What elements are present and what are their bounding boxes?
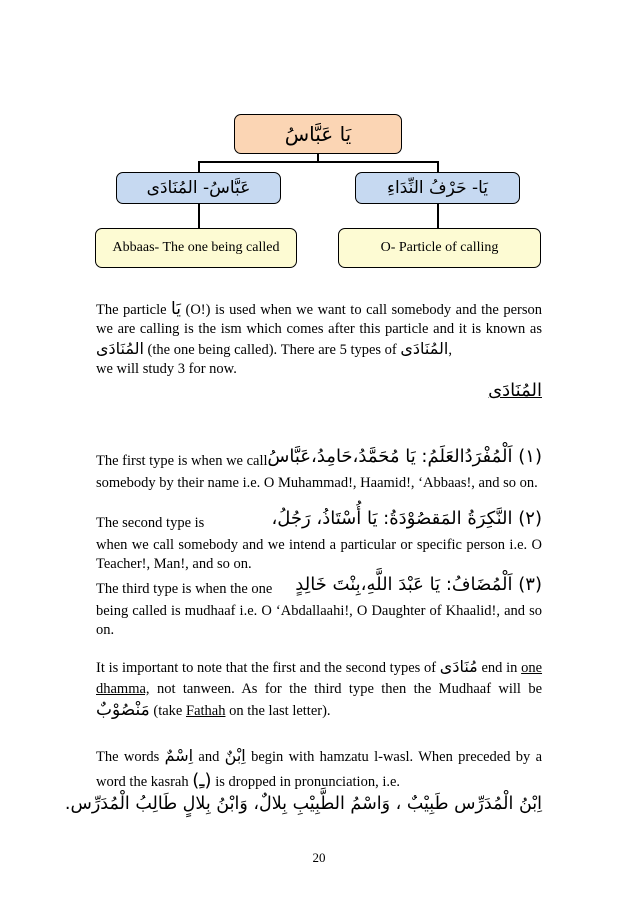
intro-paragraph bbox=[96, 300, 542, 379]
note-arabic-mansub: مَنْصُوْبٌ bbox=[96, 700, 150, 720]
wasl-text-1: The words bbox=[96, 749, 160, 765]
intro-text-3: (the one being called). There are 5 types of bbox=[147, 342, 397, 358]
note-arabic-munada: مُنَادَى bbox=[439, 657, 478, 676]
root-box bbox=[234, 114, 402, 154]
type-3-rest: being called is mudhaaf i.e. O ‘Abdallaahi!, O Daughter of Khaalid!, and so on. bbox=[96, 603, 542, 638]
wasl-arabic-ism: اِسْمٌ bbox=[164, 746, 194, 765]
wasl-text-4: is dropped in pronunciation, i.e. bbox=[215, 774, 401, 790]
connector-right-lower bbox=[437, 204, 439, 228]
root-label: يَا عَبَّاسُ bbox=[284, 122, 352, 146]
note-text-3: not tanween. As for the third type then the Mudhaaf will be bbox=[156, 681, 543, 697]
note-text-1: It is important to note that the first and the second types of bbox=[96, 660, 437, 676]
type-1-arabic: (١) اَلْمُفْرَدُالعَلَمُ: يَا مُحَمَّدُ،حَامِدُ،عَبَّاسُ bbox=[267, 446, 542, 467]
type-2-line bbox=[96, 508, 542, 534]
connector-bar bbox=[198, 161, 439, 163]
harf-nida-box bbox=[355, 172, 520, 204]
wasl-arabic-ibn: اِبْنٌ bbox=[224, 746, 246, 765]
type-2-lead: The second type is bbox=[96, 515, 205, 531]
type-1-lead: The first type is when we call bbox=[96, 453, 268, 469]
type-2-arabic: (٢) النَّكِرَةُ المَقصُوْدَةُ: يَا أُسْتَاذُ، رَجُلُ، bbox=[271, 508, 542, 529]
type-1-line bbox=[96, 446, 542, 472]
wasl-example bbox=[64, 794, 542, 814]
section-heading bbox=[488, 380, 542, 401]
note-text-2: end in bbox=[481, 660, 518, 676]
type-3-lead: The third type is when the one bbox=[96, 581, 273, 597]
intro-comma: , bbox=[448, 342, 452, 358]
particle-of-calling-box bbox=[338, 228, 541, 268]
particle-of-calling-label: O- Particle of calling bbox=[380, 240, 499, 255]
type-3-line bbox=[96, 574, 542, 600]
type-2-rest: when we call somebody and we intend a particular or specific person i.e. O Teacher!, Man!, and so on. bbox=[96, 537, 542, 572]
one-being-called-box bbox=[95, 228, 297, 268]
section-heading-text: المُنَادَى bbox=[488, 380, 542, 401]
intro-text-5: we will study 3 for now. bbox=[96, 361, 237, 377]
page-number: 20 bbox=[312, 850, 326, 865]
note-text-5: on the last letter). bbox=[229, 703, 331, 719]
munada-box bbox=[116, 172, 281, 204]
type-3-arabic: (٣) اَلْمُضَافُ: يَا عَبْدَ اللَّهِ،بِنْتَ خَالِدٍ bbox=[295, 574, 542, 595]
munada-label: عَبَّاسُ- المُنَادَى bbox=[146, 178, 251, 198]
intro-text-1: The particle bbox=[96, 302, 167, 318]
wasl-text-2: and bbox=[198, 749, 220, 765]
type-1-rest: somebody by their name i.e. O Muhammad!, Haamid!, ‘Abbaas!, and so on. bbox=[96, 475, 538, 491]
note-fathah: Fathah bbox=[186, 703, 226, 719]
note-one-dhamma: one dhamma, bbox=[96, 660, 543, 697]
intro-arabic-munada: المُنَادَى bbox=[96, 339, 144, 358]
wasl-paragraph bbox=[96, 744, 542, 794]
harf-nida-label: يَا- حَرْفُ النِّدَاءِ bbox=[386, 178, 489, 198]
intro-text-2: (O!) is used when we want to call somebody and the person we are calling is the ism which comes after this particle and it is known as bbox=[96, 302, 542, 337]
note-text-4: (take bbox=[153, 703, 183, 719]
note-paragraph bbox=[96, 656, 542, 722]
intro-arabic-munada-2: المُنَادَى bbox=[400, 339, 449, 358]
intro-arabic-ya: يَا bbox=[171, 299, 181, 319]
wasl-example-text: اِبْنُ الْمُدَرِّس طَبِيْبٌ ، وَاسْمُ الطَّبِيْبِ بِلالٌ، وَابْنُ بِلالٍ طَالِبُ الْمُدَرِّس. bbox=[64, 794, 542, 814]
wasl-arabic-kasrah: (ـِ) bbox=[192, 770, 212, 791]
wasl-text-3: begin with hamzatu l-wasl. When preceded by a word the kasrah bbox=[96, 749, 542, 790]
one-being-called-label: Abbaas- The one being called bbox=[112, 240, 280, 255]
connector-left-lower bbox=[198, 204, 200, 228]
